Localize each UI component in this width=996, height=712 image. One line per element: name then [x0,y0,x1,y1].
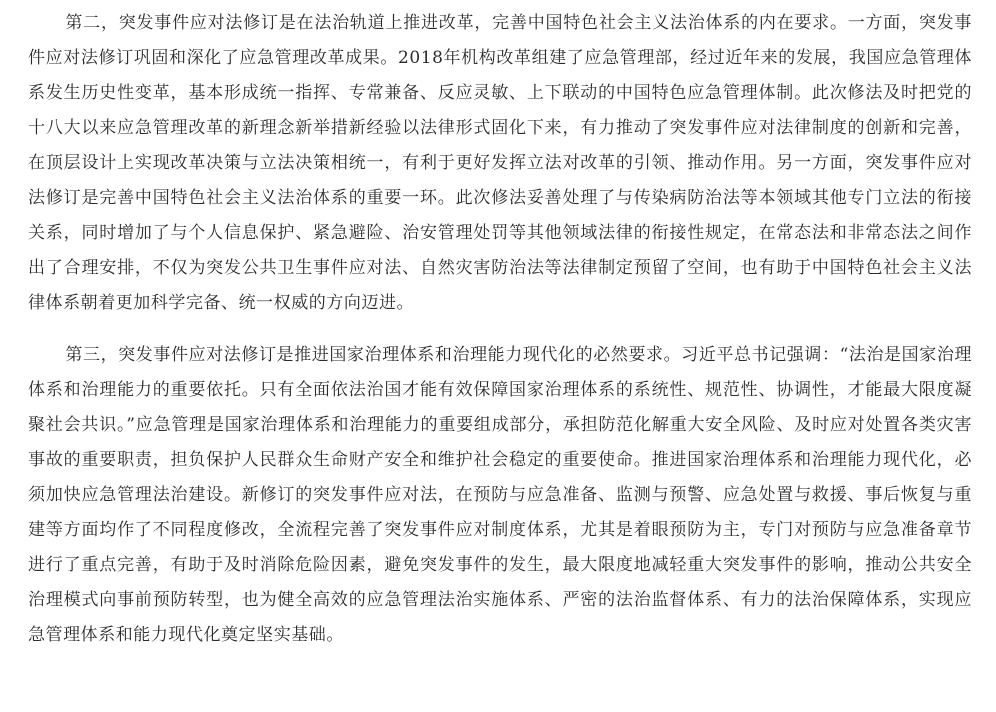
paragraph-third-point: 第三，突发事件应对法修订是推进国家治理体系和治理能力现代化的必然要求。习近平总书记强调：“法治是国家治理体系和治理能力的重要依托。只有全面依法治国才能有效保障国家治理体系的系统性、规范性、协调性，才能最大限度凝聚社会共识。”应急管理是国家治理体系和治理能力的重要组成部分，承担防范化解重大安全风险、及时应对处置各类灾害事故的重要职责，担负保护人民群众生命财产安全和维护社会稳定的重要使命。推进国家治理体系和治理能力现代化，必须加快应急管理法治建设。新修订的突发事件应对法，在预防与应急准备、监测与预警、应急处置与救援、事后恢复与重建等方面均作了不同程度修改，全流程完善了突发事件应对制度体系，尤其是着眼预防为主，专门对预防与应急准备章节进行了重点完善，有助于及时消除危险因素，避免突发事件的发生，最大限度地减轻重大突发事件的影响，推动公共安全治理模式向事前预防转型，也为健全高效的应急管理法治实施体系、严密的法治监督体系、有力的法治保障体系，实现应急管理体系和能力现代化奠定坚实基础。 [28,345,972,645]
article-body [28,6,972,653]
paragraph-second-point: 第二，突发事件应对法修订是在法治轨道上推进改革，完善中国特色社会主义法治体系的内在要求。一方面，突发事件应对法修订巩固和深化了应急管理改革成果。2018年机构改革组建了应急管理部，经过近年来的发展，我国应急管理体系发生历史性变革，基本形成统一指挥、专常兼备、反应灵敏、上下联动的中国特色应急管理体制。此次修法及时把党的十八大以来应急管理改革的新理念新举措新经验以法律形式固化下来，有力推动了突发事件应对法律制度的创新和完善，在顶层设计上实现改革决策与立法决策相统一，有利于更好发挥立法对改革的引领、推动作用。另一方面，突发事件应对法修订是完善中国特色社会主义法治体系的重要一环。此次修法妥善处理了与传染病防治法等本领域其他专门立法的衔接关系，同时增加了与个人信息保护、紧急避险、治安管理处罚等其他领域法律的衔接性规定，在常态法和非常态法之间作出了合理安排，不仅为突发公共卫生事件应对法、自然灾害防治法等法律制定预留了空间，也有助于中国特色社会主义法律体系朝着更加科学完备、统一权威的方向迈进。 [28,13,972,313]
